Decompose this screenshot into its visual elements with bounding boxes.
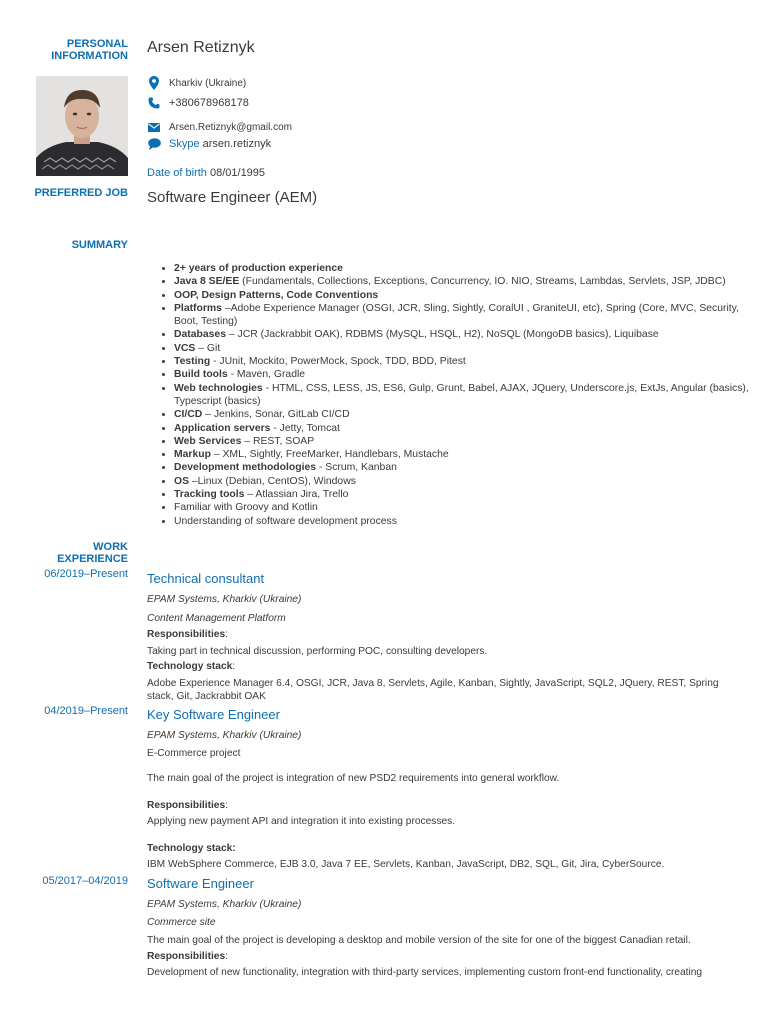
job-1-responsibilities-label: Responsibilities:	[147, 629, 228, 640]
job-1-title: Technical consultant	[147, 571, 265, 586]
list-item: • Java 8 SE/EE (Fundamentals, Collections, Exceptions, Concurrency, IO. NIO, Streams, Lambdas, Servlets, JSP, JDBC)	[174, 275, 754, 288]
job-2-title: Key Software Engineer	[147, 707, 280, 722]
list-item: • Development methodologies - Scrum, Kanban	[174, 461, 754, 474]
contact-email	[147, 122, 292, 133]
section-personal-information: PERSONAL INFORMATION	[51, 38, 128, 62]
dob-label: Date of birth	[147, 167, 207, 179]
list-item: • Web Services – REST, SOAP	[174, 435, 754, 448]
job-2-date: 04/2019–Present	[44, 705, 128, 717]
job-3-goal: The main goal of the project is developing a desktop and mobile version of the site for one of the biggest Canadian retail.	[147, 935, 691, 946]
date-of-birth	[147, 167, 265, 179]
list-item: • OS –Linux (Debian, CentOS), Windows	[174, 475, 754, 488]
job-1-responsibilities: Taking part in technical discussion, performing POC, consulting developers.	[147, 646, 488, 657]
job-3-date: 05/2017–04/2019	[42, 875, 128, 887]
job-1-tech-stack: Adobe Experience Manager 6.4, OSGI, JCR, Java 8, Servlets, Agile, Kanban, Sightly, JavaScript, SQL2, JQuery, REST, Spring stack, Git, Jackrabbit OAK	[147, 678, 719, 702]
contact-phone	[147, 97, 249, 109]
candidate-name: Arsen Retiznyk	[147, 39, 255, 56]
job-1-tech-label: Technology stack:	[147, 661, 236, 672]
list-item: • Familiar with Groovy and Kotlin	[174, 501, 754, 514]
job-2-project: E-Commerce project	[147, 748, 241, 759]
list-item: • CI/CD – Jenkins, Sonar, GitLab CI/CD	[174, 408, 754, 421]
job-2-company: EPAM Systems, Kharkiv (Ukraine)	[147, 730, 302, 741]
email-text: Arsen.Retiznyk@gmail.com	[169, 122, 292, 133]
job-2-responsibilities: Applying new payment API and integration it into existing processes.	[147, 816, 456, 827]
envelope-icon	[147, 123, 161, 132]
job-3-responsibilities-label: Responsibilities:	[147, 951, 228, 962]
job-2-goal: The main goal of the project is integration of new PSD2 requirements into general workflow.	[147, 773, 560, 784]
list-item: • Markup – XML, Sightly, FreeMarker, Handlebars, Mustache	[174, 448, 754, 461]
job-2-responsibilities-label: Responsibilities:	[147, 800, 228, 811]
skills-list	[147, 262, 754, 528]
list-item: • Understanding of software development process	[174, 515, 754, 528]
list-item: • Tracking tools – Atlassian Jira, Trello	[174, 488, 754, 501]
job-3-project: Commerce site	[147, 917, 216, 928]
list-item: • Application servers - Jetty, Tomcat	[174, 422, 754, 435]
list-item: • Databases – JCR (Jackrabbit OAK), RDBMS (MySQL, HSQL, H2), NoSQL (MongoDB basics), Liquibase	[174, 328, 754, 341]
list-item: • Build tools - Maven, Gradle	[174, 368, 754, 381]
contact-skype	[147, 138, 271, 150]
list-item: • Web technologies - HTML, CSS, LESS, JS, ES6, Gulp, Grunt, Babel, AJAX, JQuery, Underscore.js, ExtJs, Angular (basics), Typescript (basics)	[174, 382, 754, 409]
section-summary: SUMMARY	[71, 239, 128, 251]
phone-text: +380678968178	[169, 97, 249, 109]
preferred-job-title: Software Engineer (AEM)	[147, 189, 318, 206]
section-work-experience: WORK EXPERIENCE	[57, 541, 128, 565]
dob-value: 08/01/1995	[209, 167, 266, 179]
job-1-project: Content Management Platform	[147, 613, 286, 624]
list-item: • Testing - JUnit, Mockito, PowerMock, Spock, TDD, BDD, Pitest	[174, 355, 754, 368]
job-3-title: Software Engineer	[147, 876, 254, 891]
chat-bubble-icon	[147, 138, 161, 150]
contact-location	[147, 76, 246, 90]
skype-handle: arsen.retiznyk	[202, 138, 272, 150]
list-item: • OOP, Design Patterns, Code Conventions	[174, 289, 754, 302]
skype-label: Skype	[169, 138, 200, 150]
job-3-responsibilities: Development of new functionality, integration with third-party services, implementing custom front-end functionality, creating	[147, 967, 703, 978]
job-2-tech-stack: IBM WebSphere Commerce, EJB 3.0, Java 7 EE, Servlets, Kanban, JavaScript, DB2, SQL, Git, Jira, CyberSource.	[147, 859, 665, 870]
list-item: • Platforms –Adobe Experience Manager (OSGI, JCR, Sling, Sightly, CoralUI , GraniteUI, etc), Spring (Core, MVC, Security, Boot, Testing)	[174, 302, 754, 329]
location-text: Kharkiv (Ukraine)	[169, 77, 247, 89]
job-3-company: EPAM Systems, Kharkiv (Ukraine)	[147, 899, 302, 910]
phone-icon	[147, 97, 161, 109]
job-1-date: 06/2019–Present	[44, 568, 128, 580]
profile-photo	[36, 76, 128, 176]
job-1-company: EPAM Systems, Kharkiv (Ukraine)	[147, 594, 302, 605]
list-item: • 2+ years of production experience	[174, 262, 754, 275]
list-item: • VCS – Git	[174, 342, 754, 355]
section-preferred-job: PREFERRED JOB	[34, 187, 128, 199]
location-pin-icon	[147, 76, 161, 90]
job-2-tech-label: Technology stack:	[147, 843, 236, 854]
